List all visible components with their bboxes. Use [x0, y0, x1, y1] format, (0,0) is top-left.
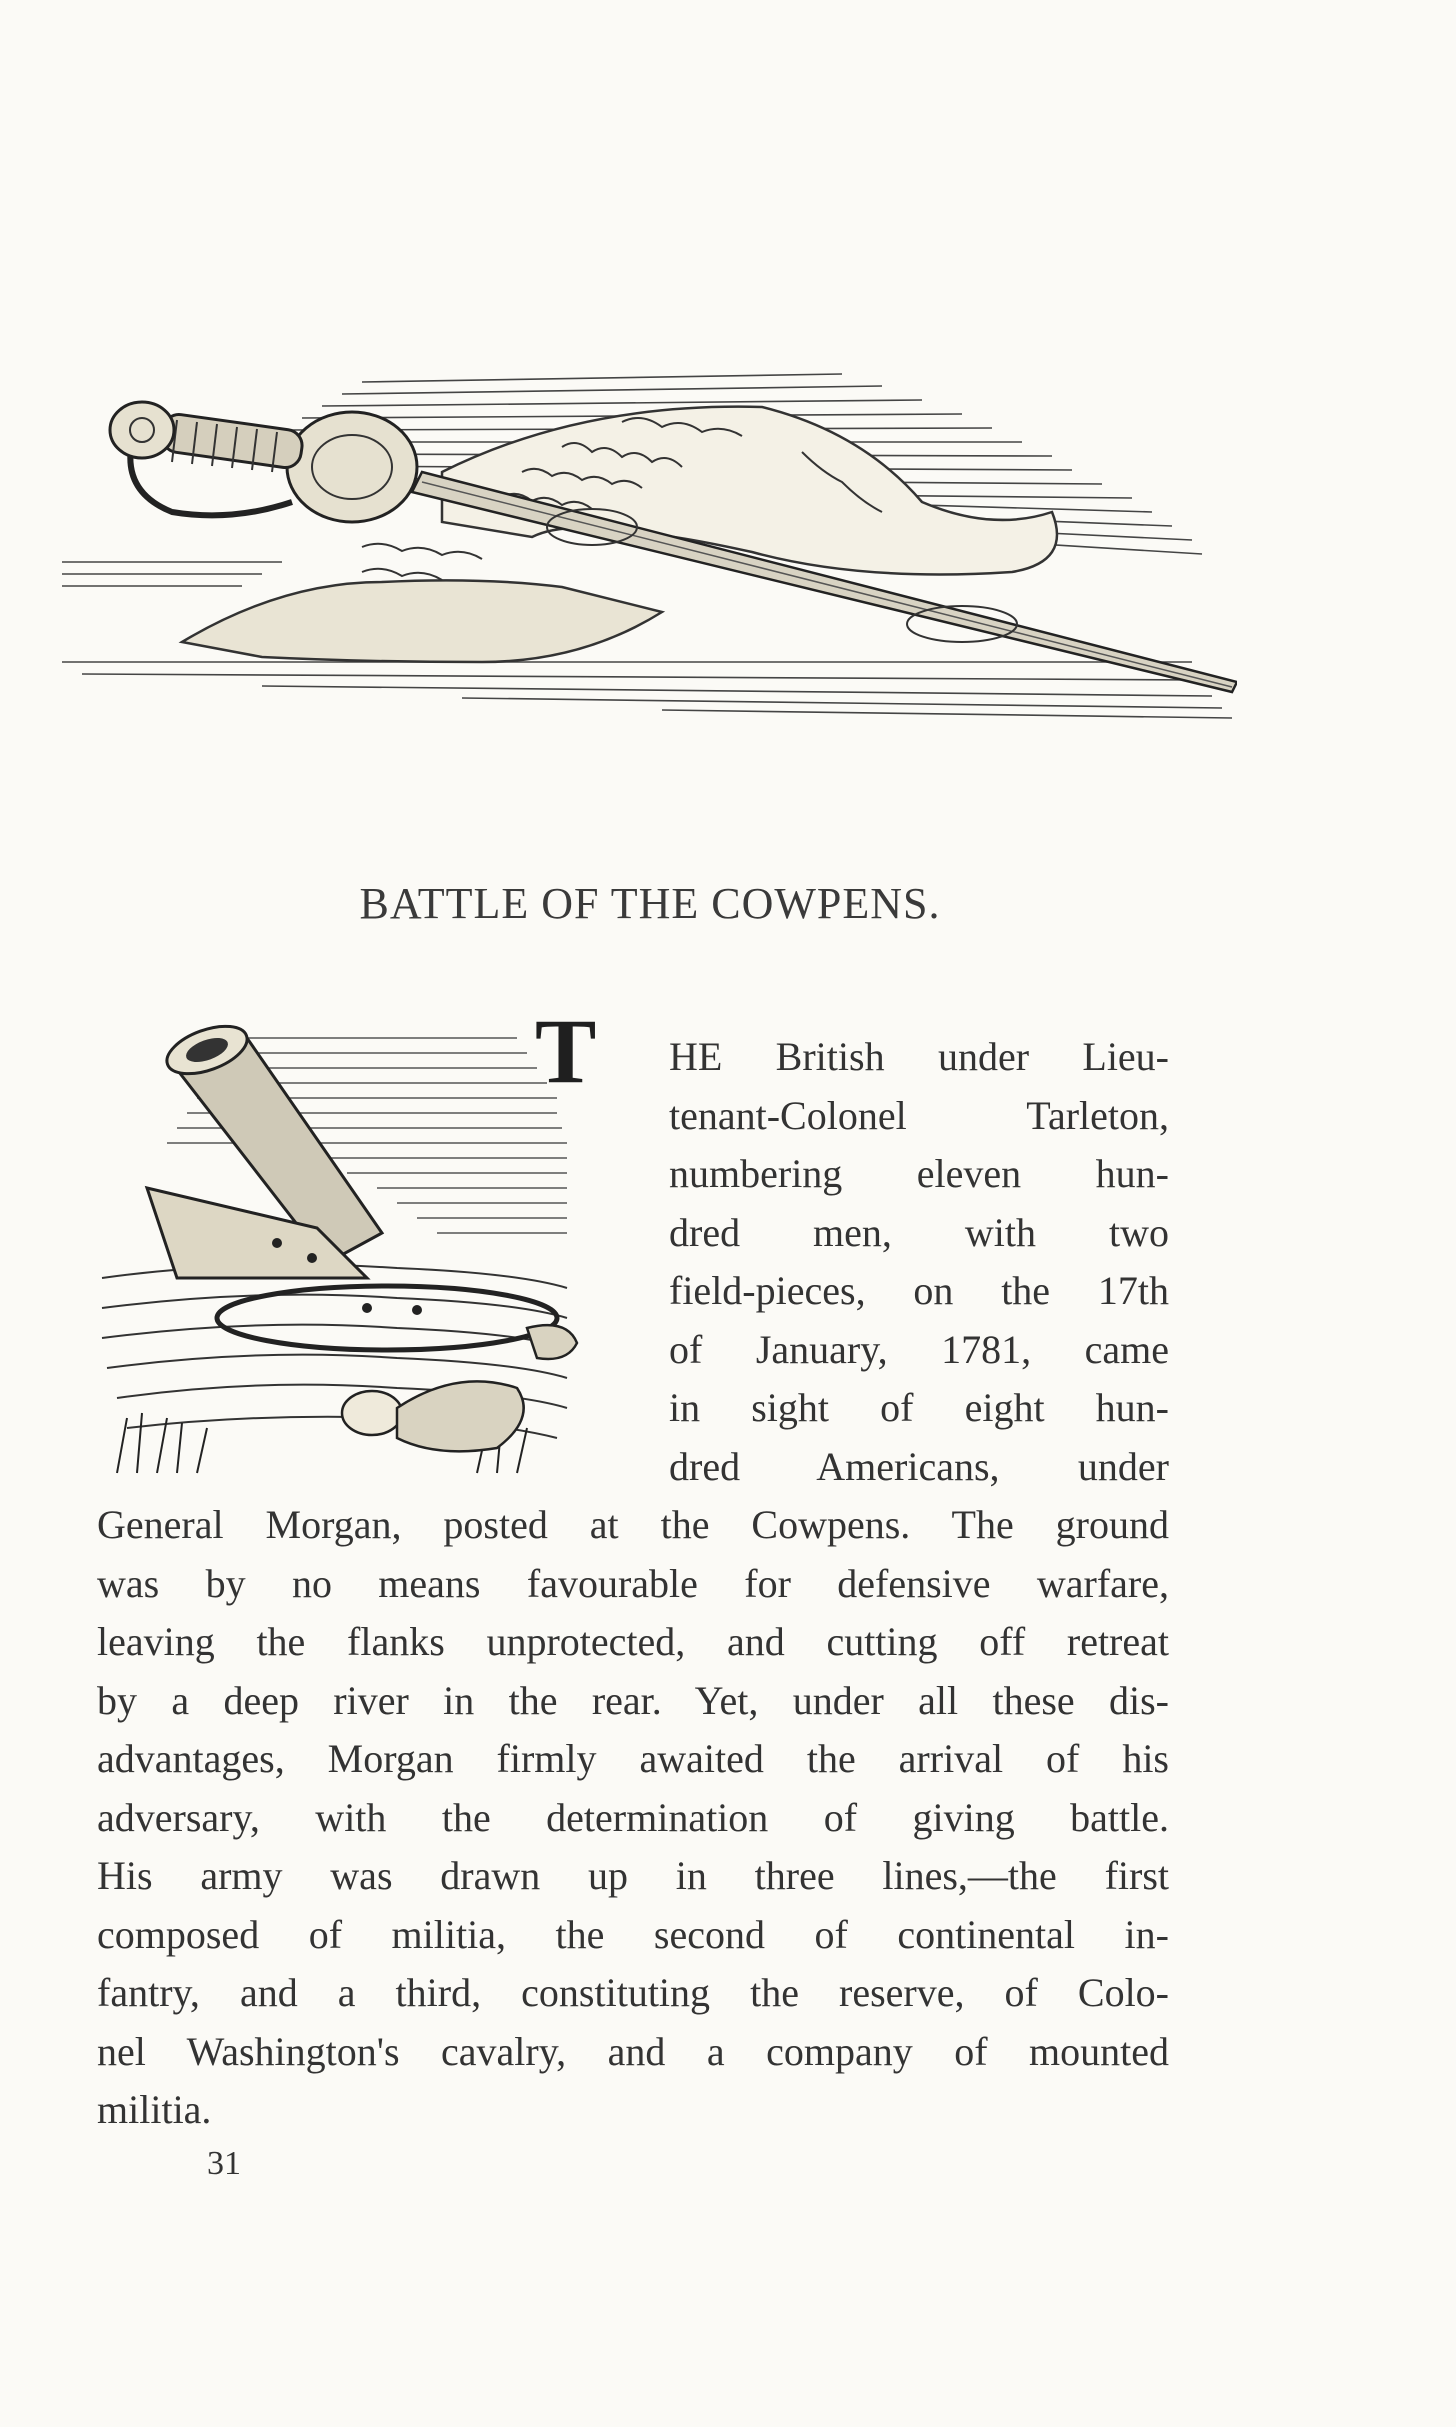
text-line: field-pieces, on the 17th	[669, 1268, 1169, 1313]
sword-parchment-engraving	[62, 362, 1237, 732]
text-line: nel Washington's cavalry, and a company of mounted	[97, 2028, 1169, 2074]
text-line: adversary, with the determination of giving battle.	[97, 1794, 1169, 1840]
text-line: HE British under Lieu-	[669, 1034, 1169, 1079]
text-line: militia.	[97, 2087, 212, 2132]
text-line: fantry, and a third, constituting the reserve, of Colo-	[97, 1970, 1169, 2015]
drop-cap-initial: T	[535, 1000, 597, 1102]
text-line: leaving the flanks unprotected, and cutting off retreat	[97, 1619, 1169, 1664]
chapter-title: BATTLE OF THE COWPENS.	[359, 879, 941, 928]
text-line: in sight of eight hun-	[669, 1385, 1169, 1430]
text-line: dred men, with two	[669, 1209, 1169, 1255]
text-line: composed of militia, the second of continental in-	[97, 1911, 1169, 1957]
text-line: dred Americans, under	[669, 1443, 1169, 1489]
text-line: advantages, Morgan firmly awaited the arrival of his	[97, 1736, 1169, 1781]
text-line: was by no means favourable for defensive warfare,	[97, 1560, 1169, 1606]
text-line: His army was drawn up in three lines,—the first	[97, 1853, 1169, 1898]
text-line: numbering eleven hun-	[669, 1151, 1169, 1196]
text-line: by a deep river in the rear. Yet, under all these dis-	[97, 1677, 1169, 1723]
text-line: of January, 1781, came	[669, 1326, 1169, 1372]
text-line: General Morgan, posted at the Cowpens. The ground	[97, 1502, 1169, 1547]
body-paragraph	[97, 1028, 1169, 2140]
text-line: tenant-Colonel Tarleton,	[669, 1092, 1169, 1138]
page-number: 31	[207, 2145, 241, 2182]
